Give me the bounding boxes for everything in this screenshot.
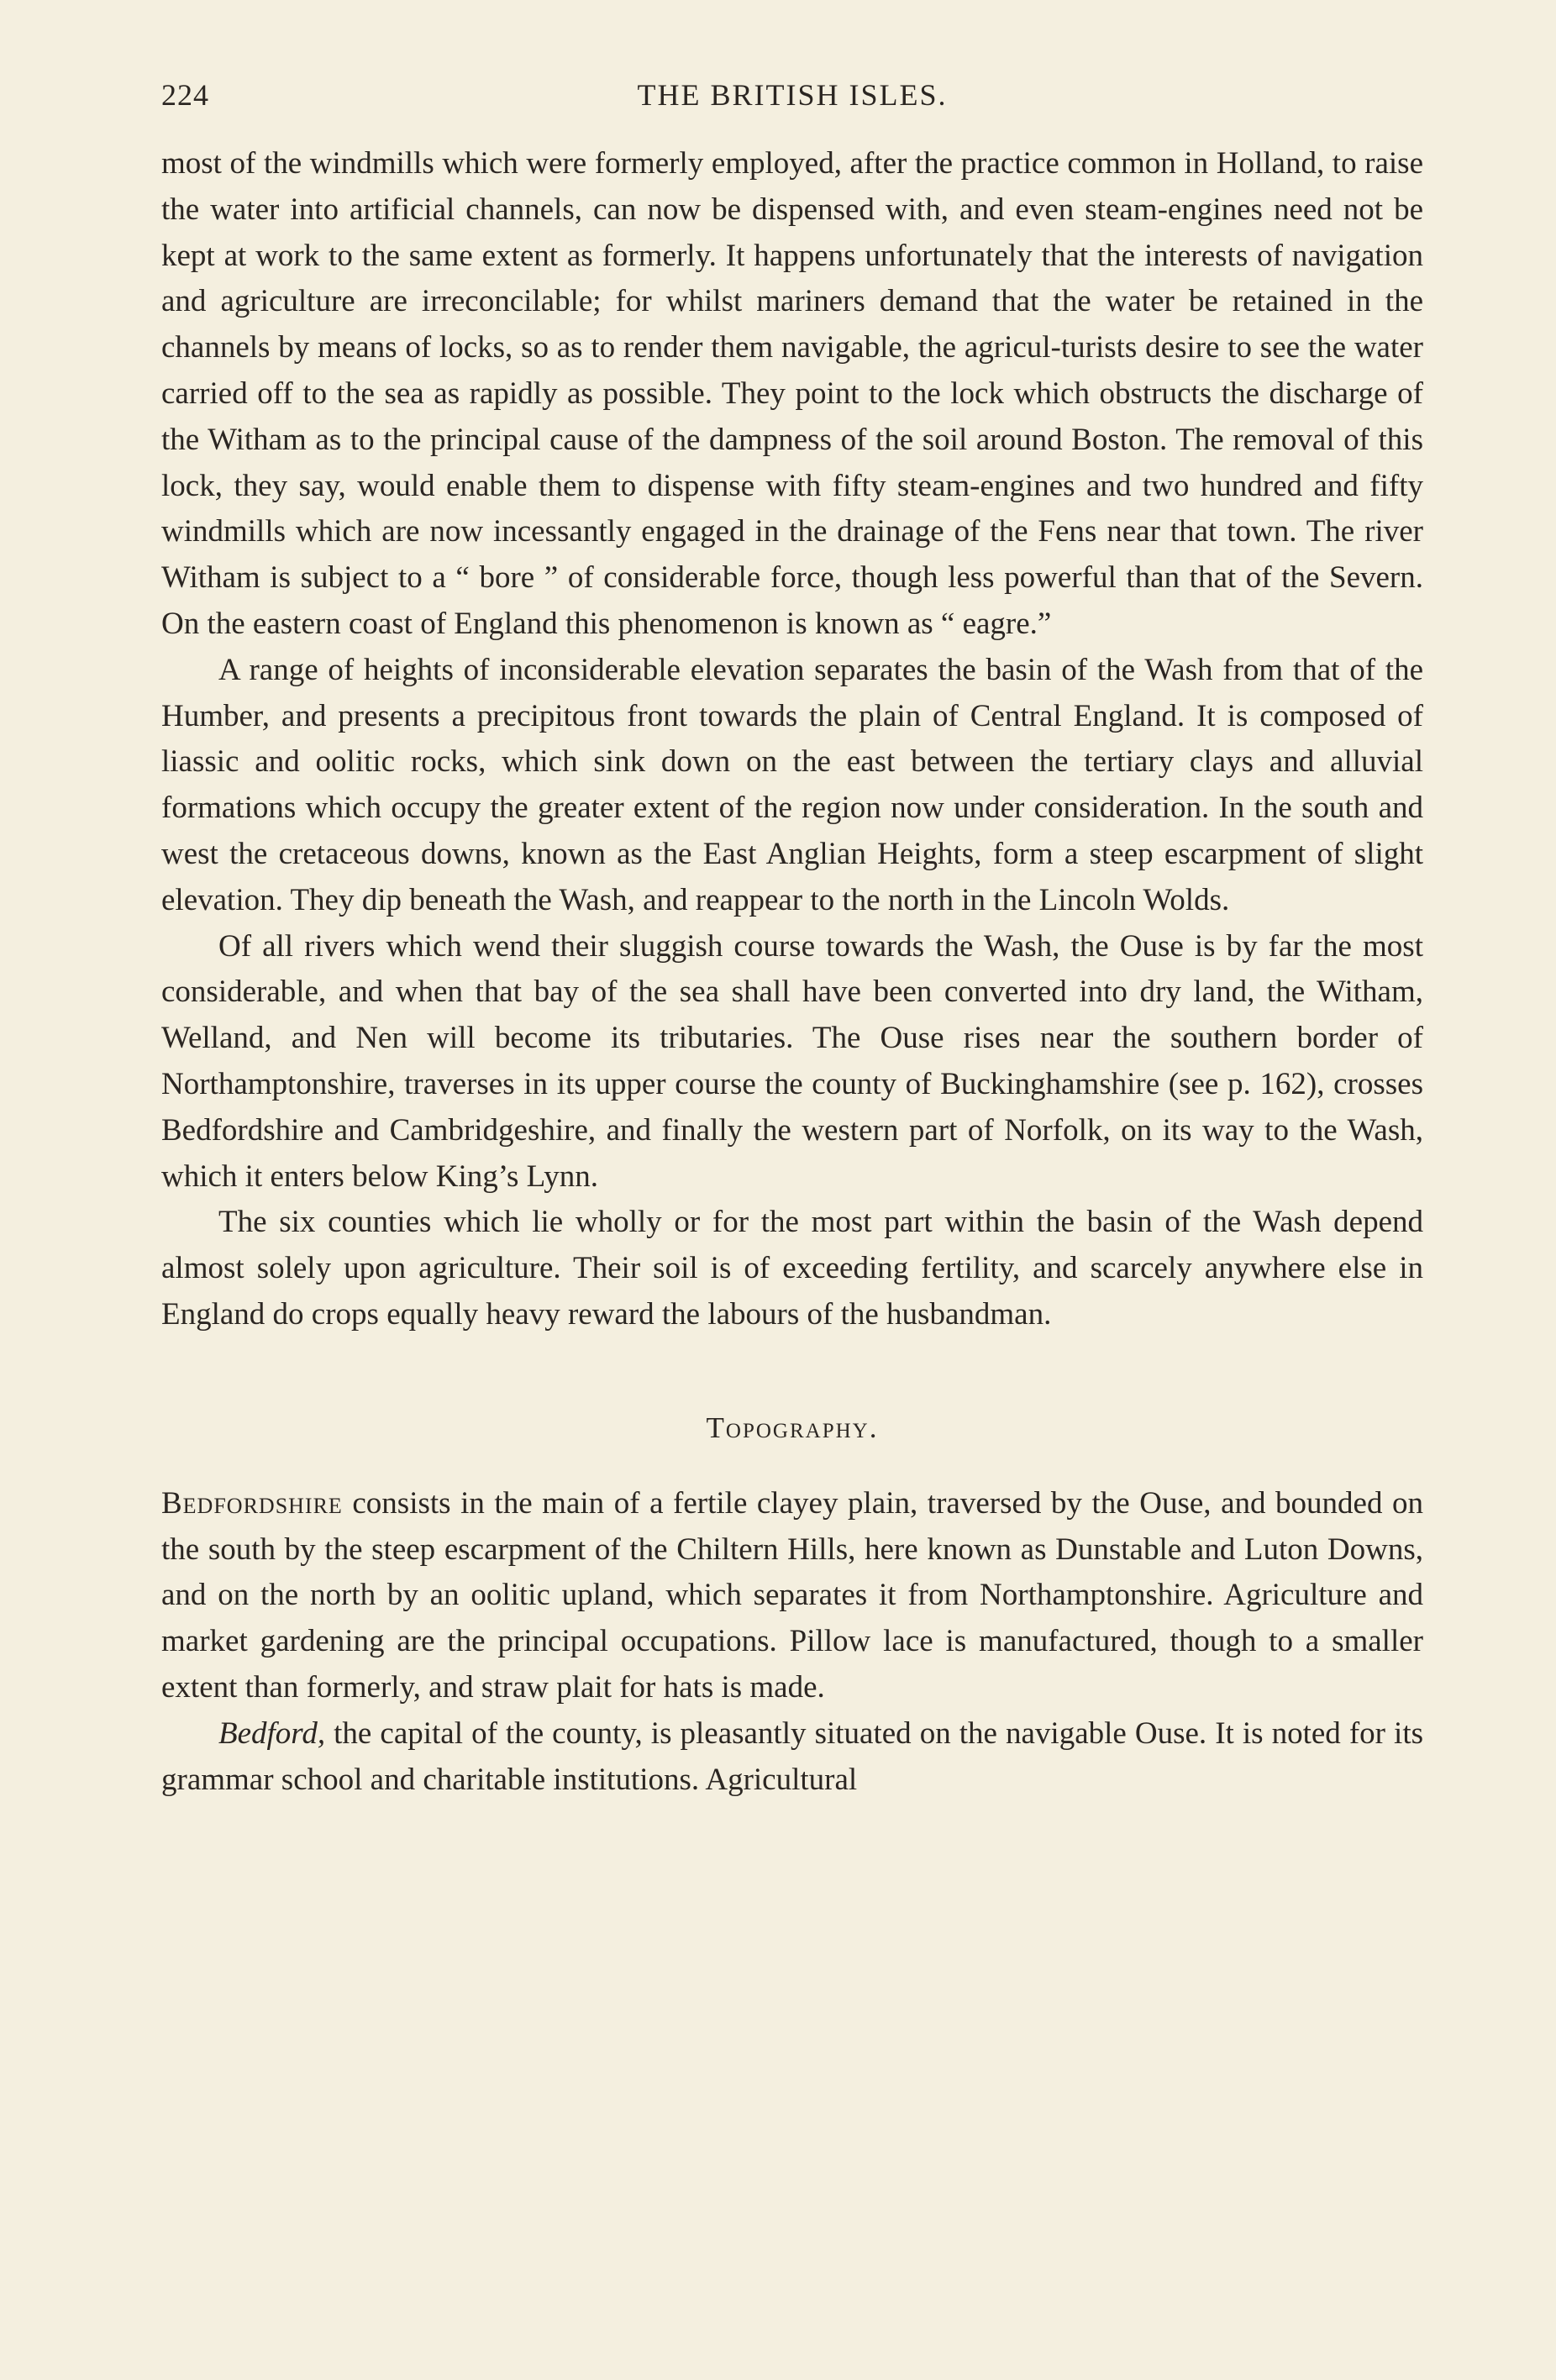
paragraph: Of all rivers which wend their sluggish course towards the Wash, the Ouse is by far the most considerable, and when that bay of the sea shall have been converted into dry land, the Witham, Welland, and Nen will become its tributaries. The Ouse rises near the southern border of Northamptonshire, traverses in its upper course the county of Buckinghamshire (see p. 162), crosses Bedfordshire and Cambridgeshire, and finally the western part of Norfolk, on its way to the Wash, which it enters below King’s Lynn. (161, 928, 1423, 1194)
section-heading: Topography. (706, 1411, 879, 1444)
paragraph-text: the capital of the county, is pleasantly situated on the navigable Ouse. It is noted for its grammar school and charitable institutions. Agricultural (161, 1715, 1424, 1797)
paragraph-bedford (161, 1711, 1423, 1804)
paragraph: most of the windmills which were formerly employed, after the practice common in Holland, to raise the water into artificial channels, can now be dispensed with, and even steam-engines need not be kept at work to the same extent as formerly. It happens unfortunately that the interests of navigation and agriculture are irreconcilable; for whilst mariners demand that the water be retained in the channels by means of locks, so as to render them navigable, the agricul-turists desire to see the water carried off to the sea as rapidly as possible. They point to the lock which obstructs the discharge of the Witham as to the principal cause of the dampness of the soil around Boston. The removal of this lock, they say, would enable them to dispense with fifty steam-engines and two hundred and fifty windmills which are now incessantly engaged in the drainage of the Fens near that town. The river Witham is subject to a “ bore ” of considerable force, though less powerful than that of the Severn. On the eastern coast of England this phenomenon is known as “ eagre.” (161, 146, 1423, 641)
paragraph-bedfordshire (161, 1481, 1423, 1711)
body-text (161, 141, 1423, 1803)
page-number: 224 (161, 78, 209, 112)
paragraph-text: consists in the main of a fertile clayey plain, traversed by the Ouse, and bounded on the south by the steep escarpment of the Chiltern Hills, here known as Dunstable and Luton Downs, and on the north by an oolitic upland, which separates it from Northamptonshire. Agriculture and market gardening are the principal occupations. Pillow lace is manufactured, though to a smaller extent than formerly, and straw plait for hats is made. (161, 1485, 1424, 1705)
county-name: Bedfordshire (161, 1485, 343, 1521)
paragraph: The six counties which lie wholly or for the most part within the basin of the Wash depend almost solely upon agriculture. Their soil is of exceeding fertility, and scarcely anywhere else in England do crops equally heavy reward the labours of the husbandman. (161, 1205, 1423, 1332)
running-title: THE BRITISH ISLES. (637, 78, 948, 112)
running-head (161, 77, 1423, 124)
town-name: Bedford, (218, 1715, 326, 1751)
paragraph: A range of heights of inconsiderable elevation separates the basin of the Wash from that of the Humber, and presents a precipitous front towards the plain of Central England. It is composed of liassic and oolitic rocks, which sink down on the east between the tertiary clays and alluvial formations which occupy the greater extent of the region now under consideration. In the south and west the cretaceous downs, known as the East Anglian Heights, form a steep escarpment of slight elevation. They dip beneath the Wash, and reappear to the north in the Lincoln Wolds. (161, 652, 1423, 917)
